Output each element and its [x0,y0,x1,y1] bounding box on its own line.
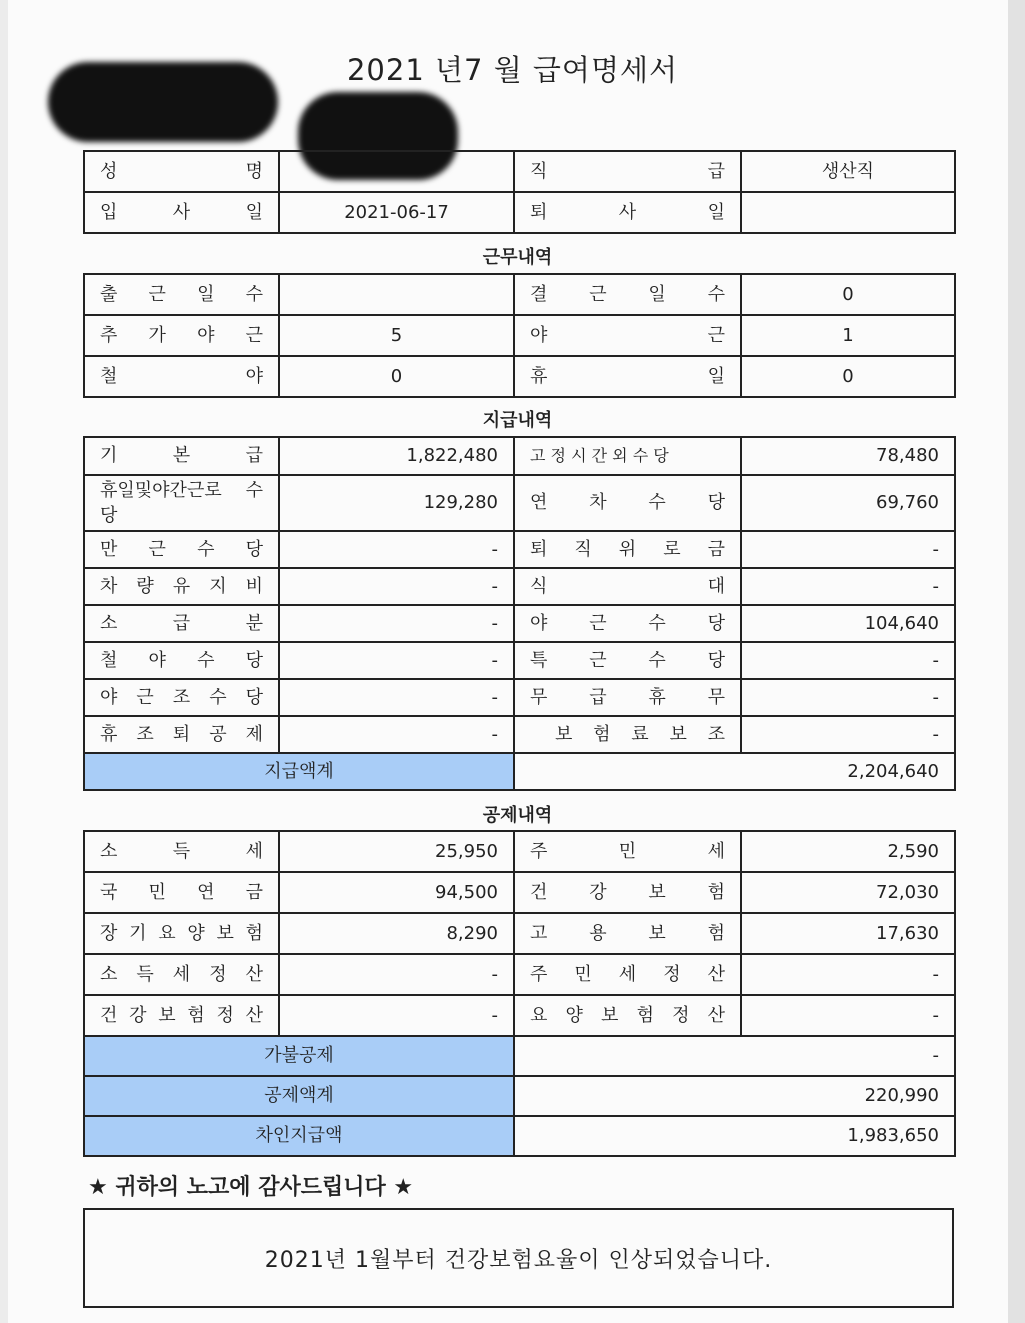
deduct-total-value: 220,990 [514,1076,955,1116]
row-value: 69,760 [741,475,955,531]
leave-date-label: 퇴 사 일 [514,192,741,233]
row-label: 건 강 보 험 [514,872,741,913]
name-value [279,151,514,192]
advance-label: 가불공제 [84,1036,514,1076]
leave-date-value [741,192,955,233]
hire-date-label: 입 사 일 [84,192,279,233]
row-value: 1 [741,315,955,356]
row-label: 야 근 [514,315,741,356]
table-row [84,568,955,605]
table-row [84,315,955,356]
row-label: 추 가 야 근 [84,315,279,356]
row-value: - [279,716,514,753]
deduction-table [83,830,956,1157]
table-row [84,995,955,1036]
advance-value: - [514,1036,955,1076]
row-label: 장 기 요 양 보 험 [84,913,279,954]
net-pay-label: 차인지급액 [84,1116,514,1156]
deduct-total-label: 공제액계 [84,1076,514,1116]
row-value: 2,590 [741,831,955,872]
table-row [84,913,955,954]
row-value: - [741,679,955,716]
row-value: 8,290 [279,913,514,954]
row-value: - [279,679,514,716]
deduct-total-row [84,1076,955,1116]
notice-text: 2021년 1월부터 건강보험요율이 인상되었습니다. [264,1247,773,1273]
row-value: - [279,995,514,1036]
deduct-section-title: 공제내역 [482,805,553,826]
row-label: 출 근 일 수 [84,274,279,315]
row-value: - [741,954,955,995]
hire-date-value: 2021-06-17 [279,192,514,233]
row-label: 만 근 수 당 [84,531,279,568]
row-value: 1,822,480 [279,437,514,475]
row-value: 25,950 [279,831,514,872]
table-row [84,716,955,753]
row-label: 보 험 료 보 조 [514,716,741,753]
advance-row [84,1036,955,1076]
row-label: 야 근 수 당 [514,605,741,642]
pay-table [83,436,956,791]
work-table [83,273,956,398]
row-value: - [741,568,955,605]
table-row [84,954,955,995]
pay-total-label: 지급액계 [84,753,514,790]
row-value: - [741,642,955,679]
row-value: 104,640 [741,605,955,642]
table-row [84,679,955,716]
table-row [84,531,955,568]
table-row [84,872,955,913]
table-row [84,831,955,872]
row-label: 요 양 보 험 정 산 [514,995,741,1036]
row-label: 건 강 보 험 정 산 [84,995,279,1036]
row-label: 결 근 일 수 [514,274,741,315]
table-row [84,437,955,475]
row-label: 소 득 세 [84,831,279,872]
row-value: - [279,568,514,605]
row-label: 주 민 세 [514,831,741,872]
row-label: 식 대 [514,568,741,605]
work-section-title: 근무내역 [482,247,553,268]
row-value: 94,500 [279,872,514,913]
table-row [84,356,955,397]
row-value [279,274,514,315]
notice-box [83,1208,954,1308]
row-label: 철 야 [84,356,279,397]
net-pay-value: 1,983,650 [514,1116,955,1156]
pay-total-value: 2,204,640 [514,753,955,790]
row-value: 17,630 [741,913,955,954]
document-title: 2021 년7 월 급여명세서 [346,53,678,87]
row-label: 소 급 분 [84,605,279,642]
row-label: 고 정 시 간 외 수 당 [514,437,741,475]
row-value: - [279,531,514,568]
table-row [84,642,955,679]
row-label: 고 용 보 험 [514,913,741,954]
row-value: 0 [279,356,514,397]
table-row [84,274,955,315]
name-label: 성 명 [84,151,279,192]
row-label: 기 본 급 [84,437,279,475]
table-row [84,605,955,642]
row-value: 78,480 [741,437,955,475]
row-value: - [741,716,955,753]
table-row [84,475,955,531]
viewer-edge [1008,0,1025,1323]
row-value: 129,280 [279,475,514,531]
row-label: 국 민 연 금 [84,872,279,913]
row-label: 퇴 직 위 로 금 [514,531,741,568]
row-value: - [279,605,514,642]
row-label: 연 차 수 당 [514,475,741,531]
row-value: - [741,995,955,1036]
position-value: 생산직 [741,151,955,192]
row-label: 야 근 조 수 당 [84,679,279,716]
row-label: 소 득 세 정 산 [84,954,279,995]
row-value: 0 [741,274,955,315]
row-value: 72,030 [741,872,955,913]
row-value: - [279,954,514,995]
redaction-mark [48,62,278,142]
row-label: 휴일및야간근로 수 당 [84,475,279,531]
row-value: - [279,642,514,679]
pay-section-title: 지급내역 [482,410,553,431]
pay-total-row [84,753,955,790]
row-value: 5 [279,315,514,356]
employee-table [83,150,956,234]
position-label: 직 급 [514,151,741,192]
row-label: 휴 일 [514,356,741,397]
net-pay-row [84,1116,955,1156]
row-label: 차 량 유 지 비 [84,568,279,605]
row-label: 특 근 수 당 [514,642,741,679]
row-label: 철 야 수 당 [84,642,279,679]
row-value: - [741,531,955,568]
thanks-message: ★ 귀하의 노고에 감사드립니다 ★ [88,1175,414,1200]
row-label: 휴 조 퇴 공 제 [84,716,279,753]
row-value: 0 [741,356,955,397]
row-label: 주 민 세 정 산 [514,954,741,995]
row-label: 무 급 휴 무 [514,679,741,716]
